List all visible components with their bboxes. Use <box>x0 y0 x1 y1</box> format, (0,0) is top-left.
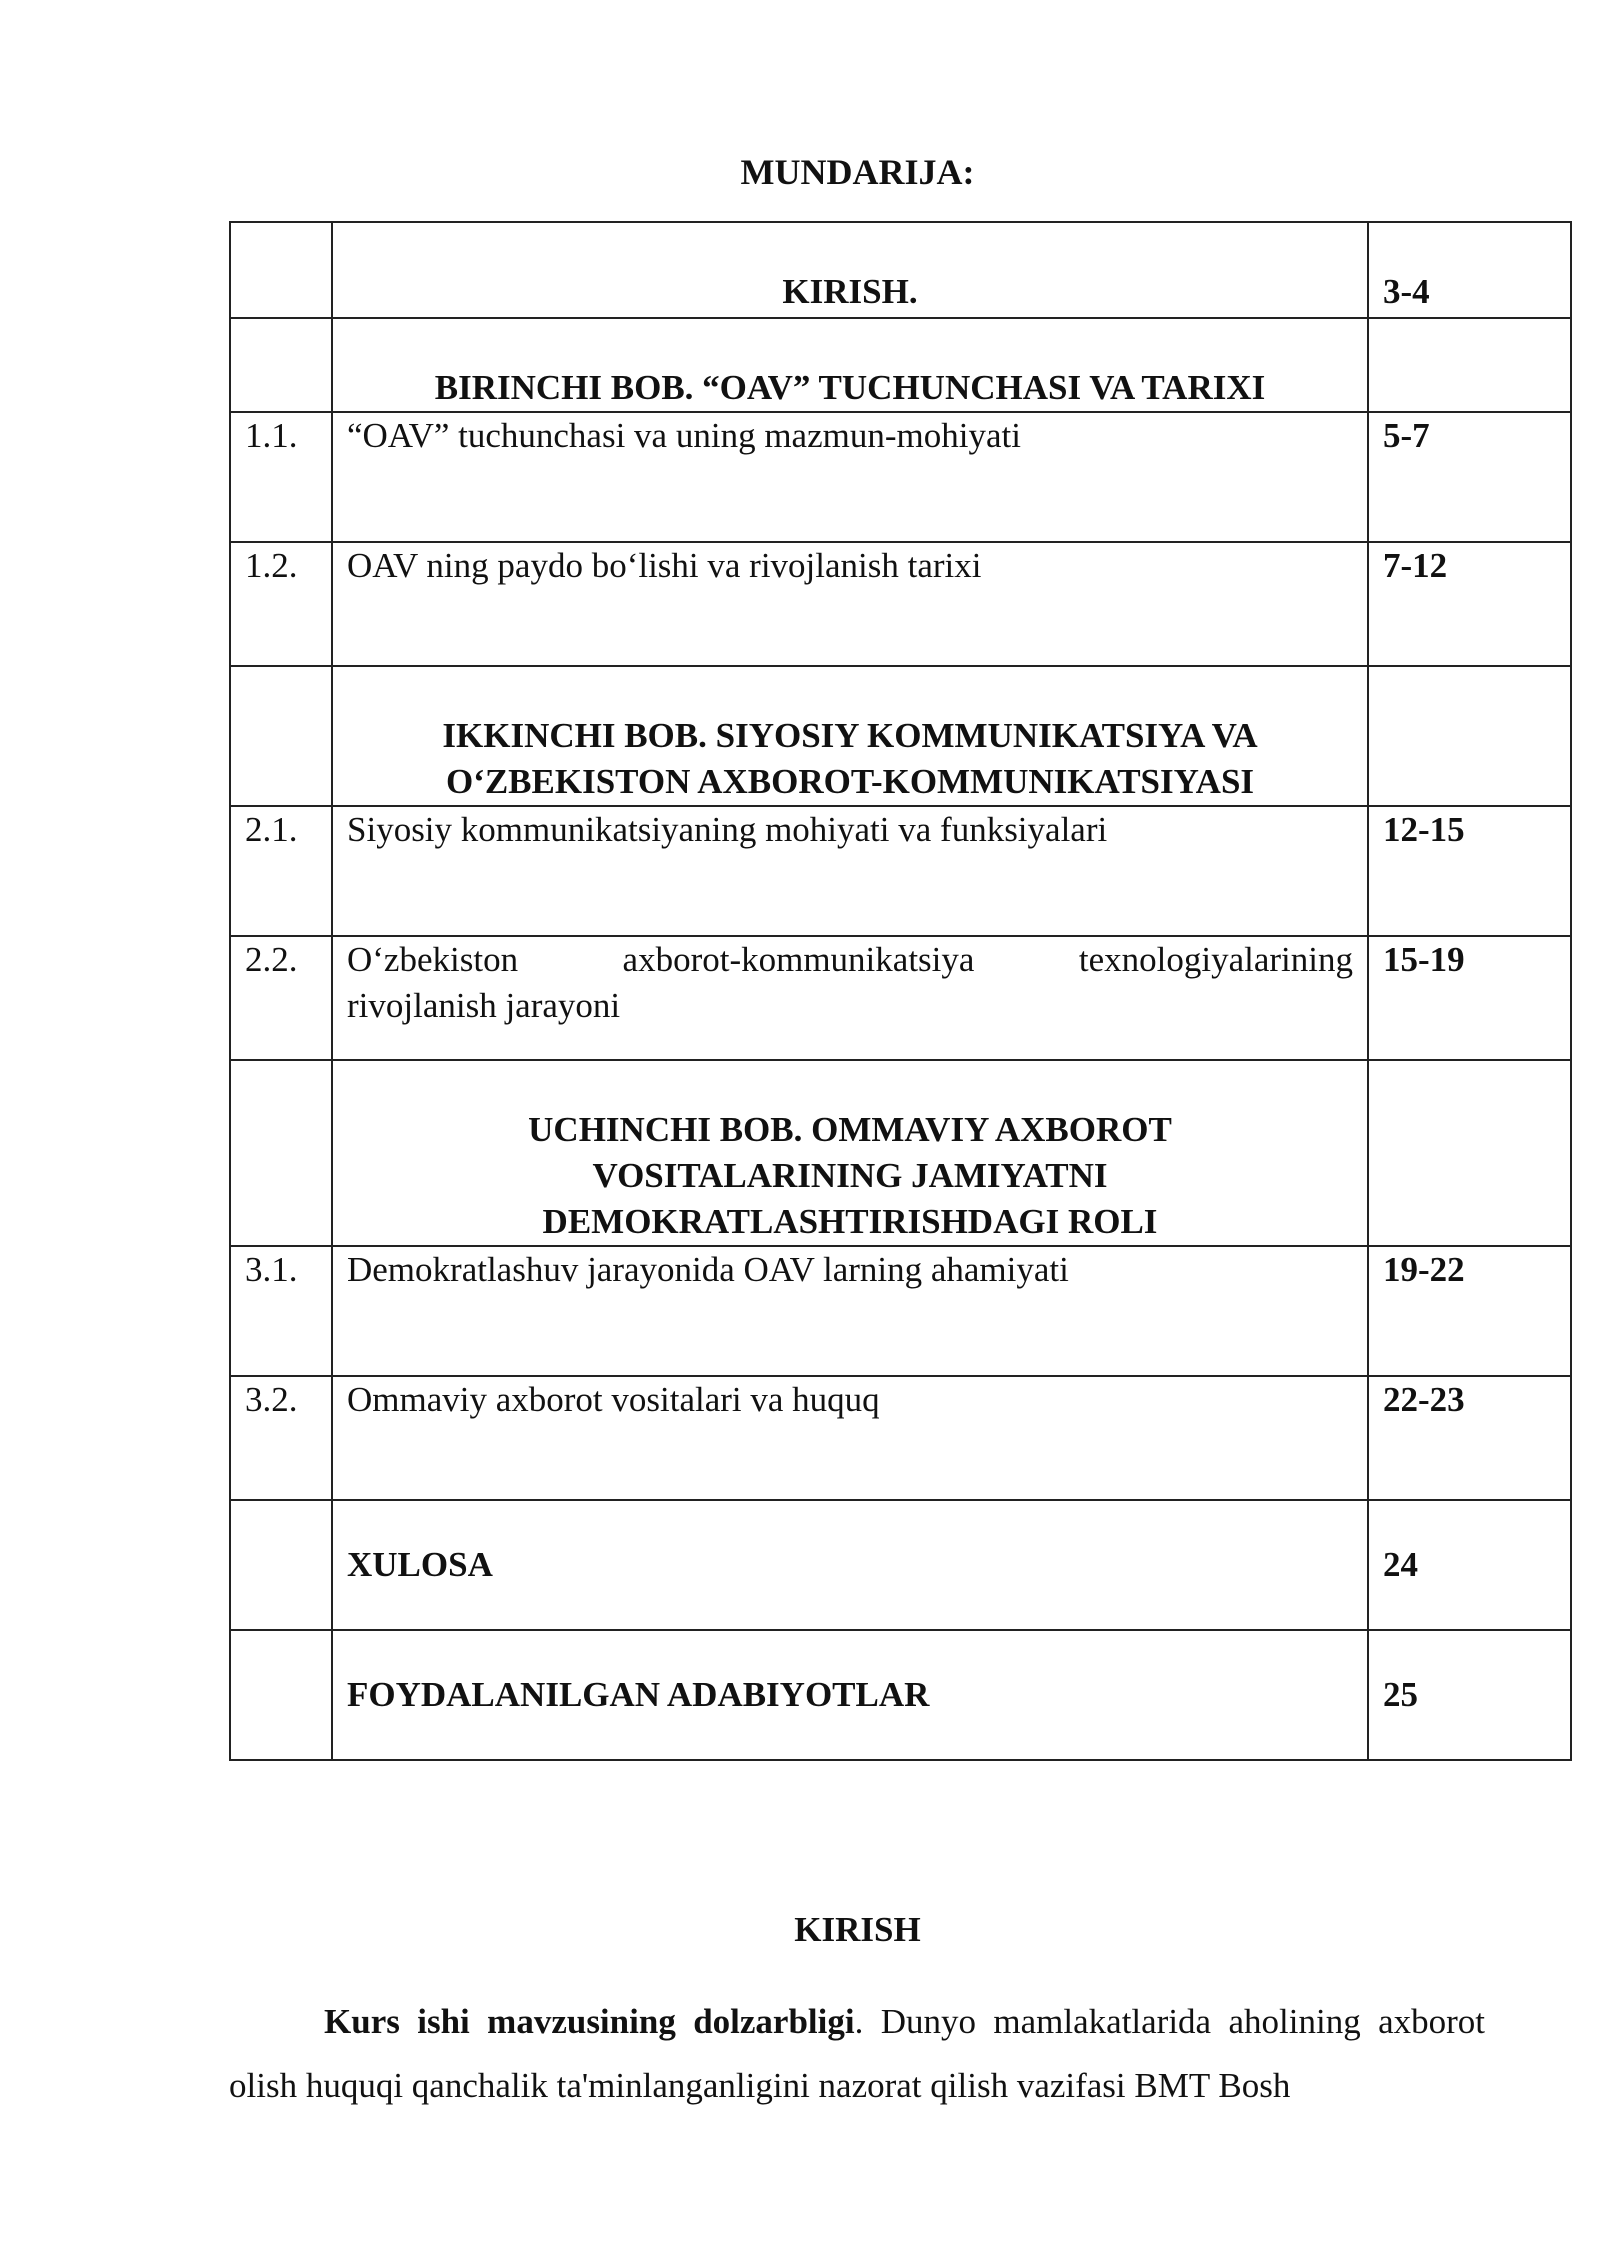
toc-page-cell <box>1368 1060 1571 1246</box>
toc-chapter-3-title-line-1: UCHINCHI BOB. OMMAVIY AXBOROT <box>528 1110 1172 1149</box>
toc-item-title: OAV ning paydo bo‘lishi va rivojlanish tarixi <box>332 542 1368 666</box>
toc-row-3-2 <box>230 1376 1571 1500</box>
toc-chapter-2-title-line-1: IKKINCHI BOB. SIYOSIY KOMMUNIKATSIYA VA <box>442 716 1258 755</box>
toc-row-intro <box>230 222 1571 318</box>
toc-row-2-1 <box>230 806 1571 936</box>
toc-row-3-1 <box>230 1246 1571 1376</box>
toc-conclusion-pages: 24 <box>1368 1500 1571 1630</box>
toc-chapter-3-title-line-2: VOSITALARINING JAMIYATNI <box>592 1156 1108 1195</box>
toc-num-cell <box>230 666 332 806</box>
toc-row-1-2 <box>230 542 1571 666</box>
toc-num: 2.1. <box>230 806 332 936</box>
toc-item-pages: 12-15 <box>1368 806 1571 936</box>
toc-num: 1.2. <box>230 542 332 666</box>
toc-references-title: FOYDALANILGAN ADABIYOTLAR <box>332 1630 1368 1760</box>
toc-item-title-line-1: O‘zbekiston axborot-kommunikatsiya texnologiyalarining <box>347 940 1353 979</box>
toc-page-cell <box>1368 666 1571 806</box>
toc-item-pages: 5-7 <box>1368 412 1571 542</box>
toc-row-2-2 <box>230 936 1571 1060</box>
intro-paragraph-text: . Dunyo mamlakatlarida aholining axborot olish huquqi qanchalik ta'minlanganligini nazorat qilish vazifasi BMT Bosh <box>229 2002 1485 2105</box>
toc-chapter-2-title <box>332 666 1368 806</box>
toc-row-chapter-3 <box>230 1060 1571 1246</box>
intro-paragraph-lead: Kurs ishi mavzusining dolzarbligi <box>324 2002 855 2041</box>
toc-item-title: Siyosiy kommunikatsiyaning mohiyati va funksiyalari <box>332 806 1368 936</box>
toc-num: 2.2. <box>230 936 332 1060</box>
toc-row-chapter-1 <box>230 318 1571 412</box>
toc-item-title-line-2: rivojlanish jarayoni <box>347 986 621 1025</box>
toc-row-references <box>230 1630 1571 1760</box>
toc-item-title: Demokratlashuv jarayonida OAV larning ahamiyati <box>332 1246 1368 1376</box>
table-of-contents <box>229 221 1572 1761</box>
toc-num-cell <box>230 1500 332 1630</box>
toc-item-pages: 19-22 <box>1368 1246 1571 1376</box>
toc-num: 1.1. <box>230 412 332 542</box>
toc-item-title: Ommaviy axborot vositalari va huquq <box>332 1376 1368 1500</box>
toc-num-cell <box>230 222 332 318</box>
toc-page-cell <box>1368 318 1571 412</box>
toc-item-title <box>332 936 1368 1060</box>
toc-chapter-3-title <box>332 1060 1368 1246</box>
page-title: MUNDARIJA: <box>740 152 975 192</box>
toc-item-pages: 15-19 <box>1368 936 1571 1060</box>
toc-page-intro: 3-4 <box>1368 222 1571 318</box>
intro-paragraph <box>229 1990 1485 2118</box>
toc-item-title: “OAV” tuchunchasi va uning mazmun-mohiyati <box>332 412 1368 542</box>
toc-conclusion-title: XULOSA <box>332 1500 1368 1630</box>
toc-num: 3.1. <box>230 1246 332 1376</box>
section-title-intro: KIRISH <box>794 1910 921 1949</box>
toc-num-cell <box>230 318 332 412</box>
toc-chapter-2-title-line-2: O‘ZBEKISTON AXBOROT-KOMMUNIKATSIYASI <box>445 762 1255 801</box>
toc-chapter-1-title: BIRINCHI BOB. “OAV” TUCHUNCHASI VA TARIXI <box>332 318 1368 412</box>
toc-chapter-3-title-line-3: DEMOKRATLASHTIRISHDAGI ROLI <box>542 1202 1158 1241</box>
toc-row-1-1 <box>230 412 1571 542</box>
toc-num-cell <box>230 1630 332 1760</box>
toc-title-intro: KIRISH. <box>332 222 1368 318</box>
toc-num: 3.2. <box>230 1376 332 1500</box>
toc-row-chapter-2 <box>230 666 1571 806</box>
toc-row-conclusion <box>230 1500 1571 1630</box>
toc-item-pages: 7-12 <box>1368 542 1571 666</box>
toc-references-pages: 25 <box>1368 1630 1571 1760</box>
toc-num-cell <box>230 1060 332 1246</box>
toc-item-pages: 22-23 <box>1368 1376 1571 1500</box>
